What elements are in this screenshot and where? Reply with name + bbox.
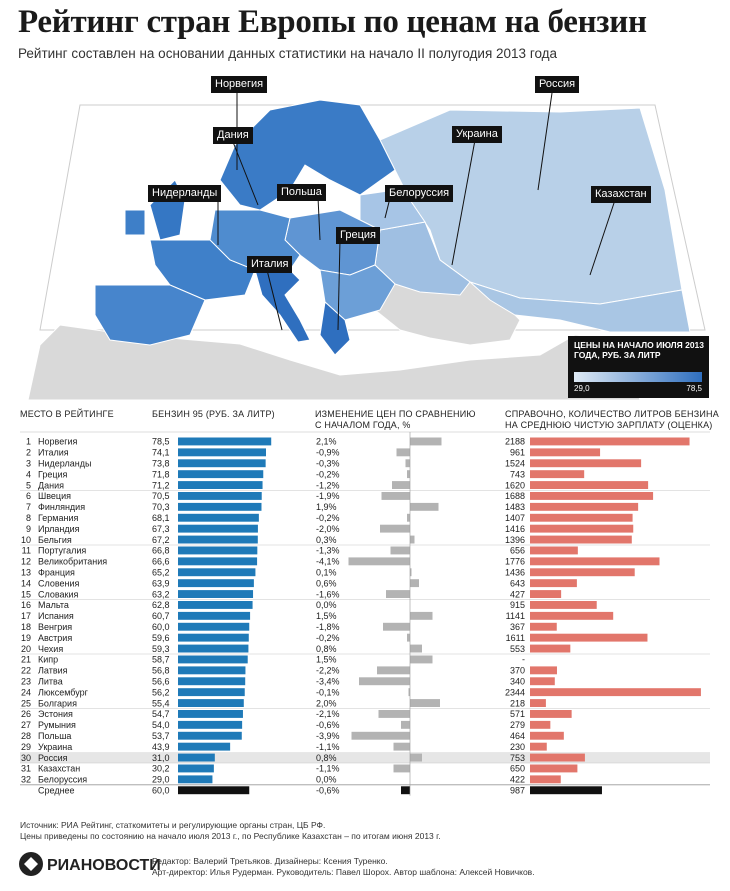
country-label: Люксембург [38,687,88,698]
liters-bar [530,634,647,642]
country-label: Венгрия [38,621,73,632]
change-label: -0,2% [316,512,340,523]
rank-label: 1 [25,436,31,447]
change-bar [410,645,422,653]
price-label: 58,7 [152,654,170,665]
header-change [315,409,476,431]
liters-bar [530,557,660,565]
rank-label: 2 [25,447,31,458]
country-label: Латвия [38,665,68,676]
price-label: 63,9 [152,578,170,589]
price-bar [178,514,259,522]
liters-label: 1776 [504,556,525,567]
price-bar [178,743,230,751]
price-bar [178,775,212,783]
country-label: Германия [38,512,79,523]
price-bar [178,470,263,478]
liters-label: 464 [509,730,525,741]
liters-bar [530,568,635,576]
rank-label: 10 [20,534,31,545]
header-change-line2: С НАЧАЛОМ ГОДА, % [315,420,411,430]
price-label: 67,2 [152,534,170,545]
change-label: -4,1% [316,556,340,567]
change-bar [383,623,410,631]
liters-bar [530,536,632,544]
change-label: -1,1% [316,763,340,774]
liters-label: 1688 [504,491,525,502]
price-bar [178,710,243,718]
change-label: -1,2% [316,480,340,491]
price-bar [178,666,245,674]
price-label: 62,8 [152,600,170,611]
change-label: -1,8% [316,621,340,632]
change-label: 0,1% [316,567,337,578]
liters-bar [530,765,577,773]
liters-bar [530,645,570,653]
liters-label: 279 [509,720,525,731]
liters-bar [530,743,547,751]
map-legend [568,336,709,398]
change-label: -1,6% [316,589,340,600]
country-label: Словакия [38,589,79,600]
price-bar [178,547,257,555]
liters-label: 422 [509,774,525,785]
liters-bar [530,481,648,489]
land-ireland [125,210,145,235]
country-label: Чехия [38,643,64,654]
price-bar [178,503,261,511]
price-label: 56,8 [152,665,170,676]
country-label: Италия [38,447,69,458]
liters-label: 1416 [504,523,525,534]
map-label-russia: Россия [535,76,579,93]
change-bar [359,677,410,685]
ranking-chart [0,432,730,802]
liters-bar [530,721,550,729]
liters-bar [530,623,557,631]
change-bar [407,514,410,522]
header-price: БЕНЗИН 95 (РУБ. ЗА ЛИТР) [152,409,275,419]
liters-label: 218 [509,698,525,709]
liters-label: 571 [509,709,525,720]
change-bar [410,754,422,762]
price-bar [178,481,263,489]
change-label: 1,5% [316,611,337,622]
liters-label: 753 [509,752,525,763]
liters-bar [530,775,561,783]
price-bar [178,448,266,456]
liters-label: 2344 [504,687,525,698]
price-bar [178,699,244,707]
rank-label: 13 [20,567,31,578]
country-label: Россия [38,752,68,763]
price-label: 60,0 [152,621,170,632]
price-label: 54,7 [152,709,170,720]
change-bar [410,536,415,544]
rank-label: 12 [20,556,31,567]
price-label: 60,7 [152,611,170,622]
rank-label: 3 [25,458,31,469]
price-label: 70,3 [152,502,170,513]
liters-label: 643 [509,578,525,589]
liters-label: 1407 [504,512,525,523]
price-bar [178,601,253,609]
price-label: 70,5 [152,491,170,502]
map-label-denmark: Дания [213,127,253,144]
price-label: 71,2 [152,480,170,491]
rank-label: 6 [25,491,31,502]
rank-label: 16 [20,600,31,611]
country-label: Кипр [38,654,59,665]
price-label: 60,0 [152,785,170,796]
rank-label: 28 [20,730,31,741]
map-label-poland: Польша [277,184,326,201]
change-bar [401,786,410,794]
rank-label: 23 [20,676,31,687]
price-label: 73,8 [152,458,170,469]
country-label: Литва [38,676,63,687]
country-label: Ирландия [38,523,80,534]
rank-label: 27 [20,720,31,731]
change-bar [382,492,411,500]
liters-label: 987 [509,785,525,796]
map-label-ukraine: Украина [452,126,502,143]
change-label: -0,6% [316,720,340,731]
change-bar [352,732,411,740]
price-bar [178,492,262,500]
liters-label: 1483 [504,502,525,513]
rank-label: 4 [25,469,31,480]
price-bar [178,459,266,467]
rank-label: 21 [20,654,31,665]
change-label: -0,1% [316,687,340,698]
header-liters [505,409,719,431]
country-label: Бельгия [38,534,72,545]
change-bar [391,547,411,555]
price-bar [178,438,271,446]
country-label: Румыния [38,720,76,731]
price-label: 54,0 [152,720,170,731]
credits-line2: Арт-директор: Илья Рудерман. Руководитель: Павел Шорох. Автор шаблона: Алексей Новичков. [152,867,535,877]
change-label: 2,0% [316,698,337,709]
price-bar [178,612,250,620]
price-bar [178,754,215,762]
liters-label: 1620 [504,480,525,491]
liters-label: 2188 [504,436,525,447]
country-label: Швеция [38,491,71,502]
rank-label: 5 [25,480,31,491]
country-label: Финляндия [38,502,86,513]
land-iberia [95,285,205,345]
liters-bar [530,590,561,598]
rank-label: 20 [20,643,31,654]
liters-bar [530,514,633,522]
change-label: 0,3% [316,534,337,545]
change-label: 1,9% [316,502,337,513]
price-label: 78,5 [152,436,170,447]
price-bar [178,721,242,729]
rank-label: 17 [20,611,31,622]
liters-label: 1141 [505,611,525,622]
liters-bar [530,579,577,587]
price-label: 55,4 [152,698,170,709]
rank-label: 32 [20,774,31,785]
price-label: 43,9 [152,741,170,752]
change-label: -2,2% [316,665,340,676]
rank-label: 31 [20,763,31,774]
change-label: -2,0% [316,523,340,534]
price-label: 31,0 [152,752,170,763]
rank-label: 7 [25,502,31,513]
liters-label: 1396 [504,534,525,545]
liters-bar [530,525,633,533]
liters-label: 743 [509,469,525,480]
change-bar [410,612,433,620]
rank-label: 15 [20,589,31,600]
rank-label: 24 [20,687,31,698]
liters-label: 1524 [504,458,525,469]
price-bar [178,645,248,653]
country-label: Норвегия [38,436,78,447]
liters-bar [530,732,564,740]
country-label: Испания [38,611,74,622]
country-label: Польша [38,730,72,741]
change-label: -0,6% [316,785,340,796]
header-liters-line1: СПРАВОЧНО, КОЛИЧЕСТВО ЛИТРОВ БЕНЗИНА [505,409,719,419]
change-label: 1,5% [316,654,337,665]
change-label: -2,1% [316,709,340,720]
country-label: Мальта [38,600,69,611]
country-label: Австрия [38,632,73,643]
price-label: 71,8 [152,469,170,480]
price-bar [178,634,249,642]
liters-label: 367 [509,621,525,632]
change-bar [380,525,410,533]
change-label: 0,8% [316,643,337,654]
price-bar [178,557,257,565]
change-label: 2,1% [316,436,337,447]
price-bar [178,688,245,696]
change-bar [407,634,410,642]
liters-label: 370 [509,665,525,676]
change-bar [410,699,440,707]
price-bar [178,765,214,773]
price-label: 30,2 [152,763,170,774]
country-label: Нидерланды [38,458,92,469]
header-liters-line2: НА СРЕДНЮЮ ЧИСТУЮ ЗАРПЛАТУ (ОЦЕНКА) [505,420,713,430]
liters-label: 1436 [504,567,525,578]
rank-label: 25 [20,698,31,709]
price-label: 56,6 [152,676,170,687]
liters-bar [530,699,546,707]
liters-label: 1611 [505,632,525,643]
price-label: 67,3 [152,523,170,534]
price-bar [178,525,258,533]
ria-logo [18,851,161,877]
credits-line1: Редактор: Валерий Третьяков. Дизайнеры: Ксения Туренко. [152,856,388,866]
price-label: 63,2 [152,589,170,600]
change-bar [377,666,410,674]
liters-bar [530,492,653,500]
rank-label: 18 [20,621,31,632]
country-label: Франция [38,567,75,578]
liters-label: 656 [509,545,525,556]
liters-bar [530,459,641,467]
country-label: Украина [38,741,73,752]
map-label-italy: Италия [247,256,292,273]
liters-label: 427 [509,589,525,600]
change-bar [410,438,442,446]
liters-bar [530,677,555,685]
country-label: Болгария [38,698,77,709]
price-label: 65,2 [152,567,170,578]
price-label: 29,0 [152,774,170,785]
map-label-netherlands: Нидерланды [148,185,221,202]
liters-bar [530,786,602,794]
liters-bar [530,547,578,555]
change-label: -0,9% [316,447,340,458]
page-title: Рейтинг стран Европы по ценам на бензин [18,4,647,40]
rank-label: 19 [20,632,31,643]
price-label: 66,8 [152,545,170,556]
country-label: Эстония [38,709,73,720]
row-highlight [20,752,710,763]
price-bar [178,677,245,685]
price-bar [178,656,248,664]
price-bar [178,579,254,587]
price-bar [178,786,249,794]
change-label: 0,0% [316,774,337,785]
legend-gradient [574,372,702,382]
liters-label: 915 [509,600,525,611]
change-bar [410,503,439,511]
liters-label: 340 [509,676,525,687]
rank-label: 11 [21,545,31,556]
change-label: -0,2% [316,632,340,643]
change-bar [379,710,411,718]
liters-bar [530,448,600,456]
liters-bar [530,688,701,696]
map-label-greece: Греция [336,227,380,244]
header-change-line1: ИЗМЕНЕНИЕ ЦЕН ПО СРАВНЕНИЮ [315,409,476,419]
rank-label: 14 [20,578,31,589]
price-label: 68,1 [152,512,170,523]
legend-min: 29,0 [574,384,590,393]
change-label: -0,2% [316,469,340,480]
liters-bar [530,470,584,478]
liters-bar [530,710,572,718]
price-label: 56,2 [152,687,170,698]
rank-label: 9 [25,523,31,534]
price-label: 59,6 [152,632,170,643]
liters-bar [530,601,597,609]
price-label: 59,3 [152,643,170,654]
country-label: Белоруссия [38,774,88,785]
liters-bar [530,503,638,511]
liters-label: 650 [509,763,525,774]
rank-label: 29 [20,741,31,752]
country-label: Словения [38,578,80,589]
country-label: Португалия [38,545,87,556]
page-subtitle: Рейтинг составлен на основании данных статистики на начало II полугодия 2013 года [18,46,558,61]
price-bar [178,568,255,576]
source-note: Источник: РИА Рейтинг, статкомитеты и регулирующие органы стран, ЦБ РФ. [20,820,326,830]
price-bar [178,623,249,631]
change-label: -1,1% [316,741,340,752]
country-label: Великобритания [38,556,108,567]
change-label: -0,3% [316,458,340,469]
liters-label: - [522,654,525,665]
map-label-norway: Норвегия [211,76,267,93]
country-label: Дания [38,480,64,491]
liters-bar [530,666,557,674]
legend-title: ЦЕНЫ НА НАЧАЛО ИЮЛЯ 2013 ГОДА, РУБ. ЗА ЛИТР [574,340,705,360]
price-label: 74,1 [152,447,170,458]
change-label: -1,3% [316,545,340,556]
liters-bar [530,612,613,620]
change-bar [407,470,410,478]
logo-text: РИАНОВОСТИ [47,857,161,874]
change-label: 0,0% [316,600,337,611]
rank-label: 26 [20,709,31,720]
date-note: Цены приведены по состоянию на начало июля 2013 г., по Республике Казахстан – по итогам июня 2013 г. [20,831,441,841]
change-label: -3,9% [316,730,340,741]
price-label: 53,7 [152,730,170,741]
header-rank: МЕСТО В РЕЙТИНГЕ [20,409,114,419]
liters-label: 961 [509,447,525,458]
country-label: Греция [38,469,68,480]
liters-label: 553 [509,643,525,654]
change-label: -3,4% [316,676,340,687]
map-label-belarus: Белоруссия [385,185,453,202]
map-label-kazakhstan: Казахстан [591,186,651,203]
country-label: Среднее [38,785,75,796]
change-bar [397,448,411,456]
liters-label: 230 [509,741,525,752]
change-bar [401,721,410,729]
rank-label: 30 [20,752,31,763]
change-bar [410,579,419,587]
legend-max: 78,5 [686,384,702,393]
price-label: 66,6 [152,556,170,567]
change-bar [410,656,433,664]
liters-bar [530,438,690,446]
price-bar [178,536,258,544]
change-bar [386,590,410,598]
liters-bar [530,754,585,762]
country-label: Казахстан [38,763,81,774]
change-label: 0,8% [316,752,337,763]
change-bar [394,765,411,773]
change-bar [394,743,411,751]
change-bar [406,459,411,467]
price-bar [178,590,253,598]
price-bar [178,732,242,740]
rank-label: 8 [25,512,31,523]
change-bar [349,557,411,565]
change-label: 0,6% [316,578,337,589]
change-bar [392,481,410,489]
change-label: -1,9% [316,491,340,502]
rank-label: 22 [20,665,31,676]
